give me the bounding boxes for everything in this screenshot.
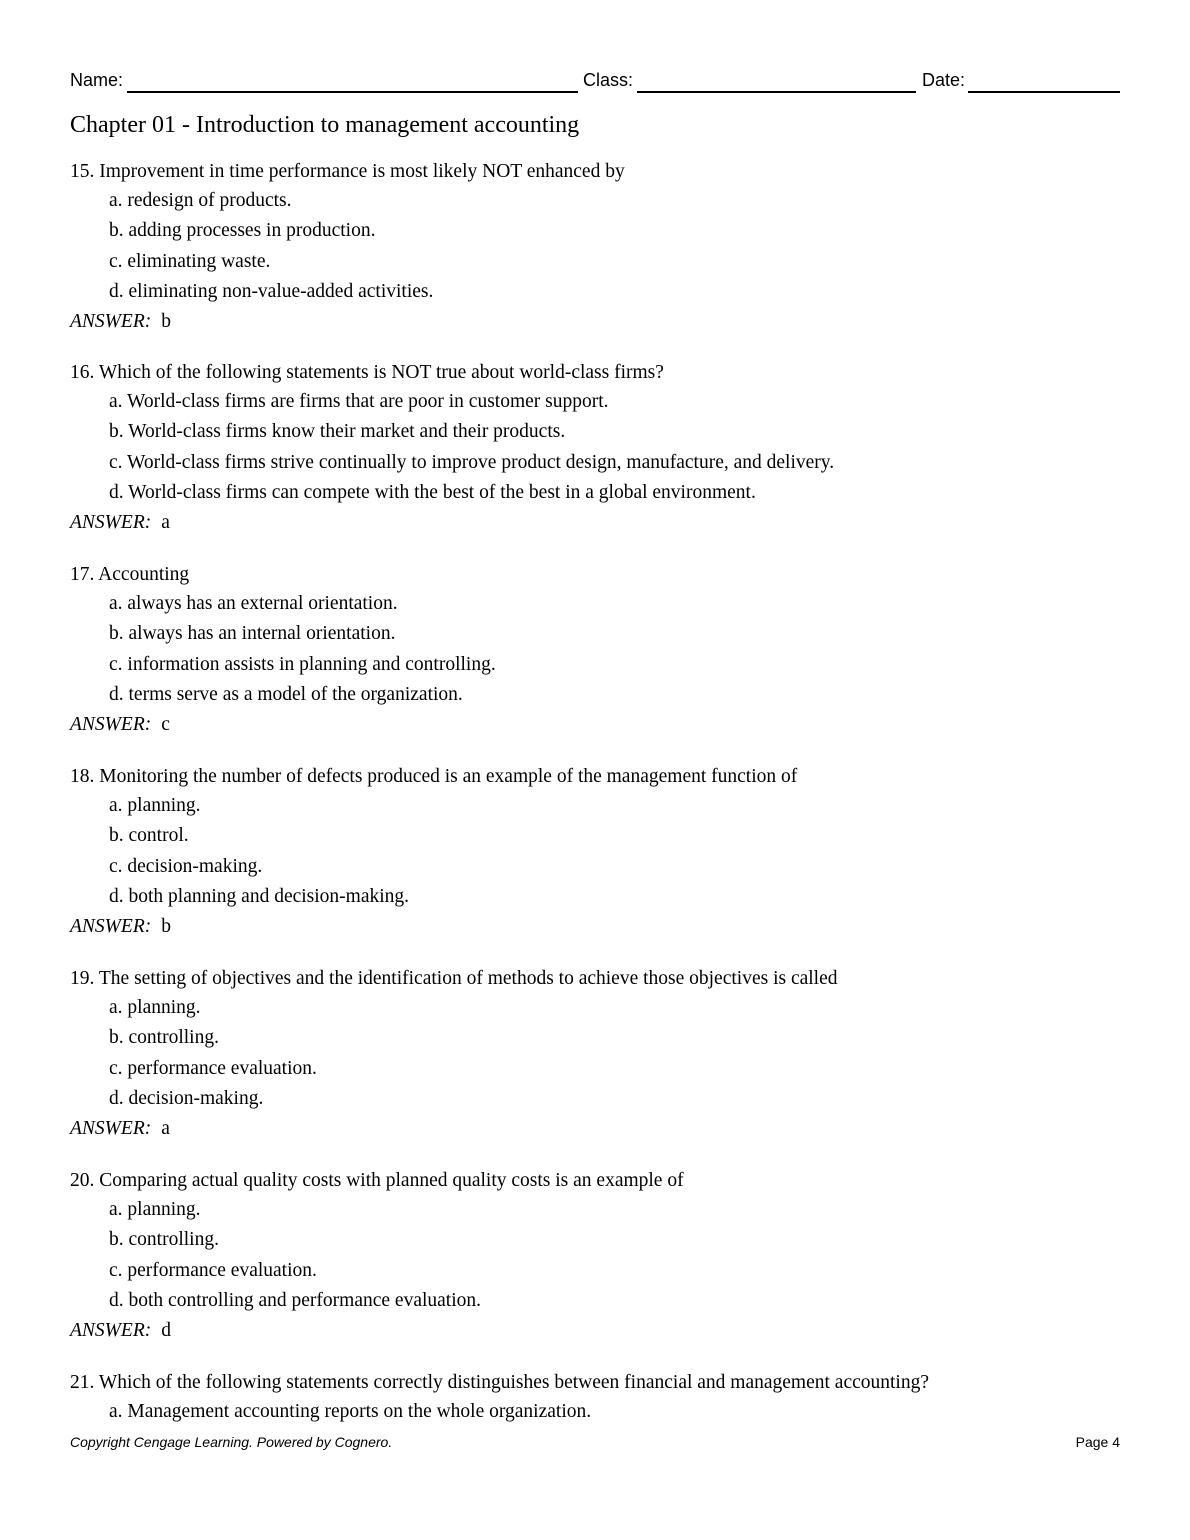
option-b: b. control. (109, 825, 189, 847)
question-16 (70, 359, 1120, 538)
answer-label: ANSWER: (70, 512, 152, 534)
question-15 (70, 158, 1120, 337)
answer-value: c (161, 714, 170, 736)
option-b: b. World-class firms know their market and their products. (109, 421, 566, 443)
option-d: d. eliminating non-value-added activities. (109, 280, 434, 302)
question-stem: 19. The setting of objectives and the identification of methods to achieve those objectives is called (70, 968, 838, 989)
question-stem: 17. Accounting (70, 564, 190, 585)
class-line (637, 91, 916, 93)
question-19 (70, 965, 1120, 1144)
question-20 (70, 1167, 1120, 1346)
option-d: d. terms serve as a model of the organization. (109, 683, 463, 705)
option-c: c. eliminating waste. (109, 250, 271, 272)
answer-line (70, 1114, 1120, 1144)
answer-line (70, 1316, 1120, 1346)
question-stem: 18. Monitoring the number of defects produced is an example of the management function of (70, 766, 798, 787)
answer-label: ANSWER: (70, 916, 152, 938)
option-a: a. planning. (109, 795, 201, 816)
option-c: c. performance evaluation. (109, 1259, 317, 1281)
option-b: b. always has an internal orientation. (109, 623, 396, 645)
option-c: c. information assists in planning and controlling. (109, 653, 496, 675)
answer-value: a (161, 1118, 170, 1140)
question-stem: 20. Comparing actual quality costs with planned quality costs is an example of (70, 1170, 684, 1191)
question-stem: 15. Improvement in time performance is most likely NOT enhanced by (70, 161, 625, 182)
student-info-header (70, 68, 1120, 94)
answer-line (70, 710, 1120, 740)
answer-value: a (161, 512, 170, 534)
option-c: c. decision-making. (109, 855, 263, 877)
class-label: Class: (583, 70, 634, 90)
option-c: c. performance evaluation. (109, 1057, 317, 1079)
option-d: d. both planning and decision-making. (109, 885, 410, 907)
answer-line (70, 912, 1120, 942)
answer-value: b (161, 916, 171, 938)
answer-label: ANSWER: (70, 1320, 152, 1342)
option-a: a. planning. (109, 997, 201, 1018)
option-a: a. planning. (109, 1199, 201, 1220)
question-17 (70, 561, 1120, 740)
answer-value: b (161, 311, 171, 333)
option-c: c. World-class firms strive continually to improve product design, manufacture, and delivery. (109, 451, 835, 473)
option-d: d. World-class firms can compete with the best of the best in a global environment. (109, 481, 756, 503)
question-stem: 16. Which of the following statements is NOT true about world-class firms? (70, 362, 664, 383)
date-label: Date: (922, 70, 966, 90)
copyright-footer: Copyright Cengage Learning. Powered by Cognero. (70, 1434, 393, 1450)
option-b: b. controlling. (109, 1027, 219, 1049)
question-stem: 21. Which of the following statements correctly distinguishes between financial and management accounting? (70, 1372, 929, 1393)
option-b: b. controlling. (109, 1229, 219, 1251)
option-a: a. Management accounting reports on the whole organization. (109, 1401, 592, 1422)
option-a: a. redesign of products. (109, 190, 292, 211)
option-d: d. both controlling and performance evaluation. (109, 1289, 482, 1311)
answer-line (70, 508, 1120, 538)
option-d: d. decision-making. (109, 1087, 264, 1109)
chapter-title: Chapter 01 - Introduction to management accounting (70, 112, 580, 138)
answer-line (70, 307, 1120, 337)
option-a: a. World-class firms are firms that are poor in customer support. (109, 391, 609, 412)
date-line (968, 91, 1120, 93)
name-label: Name: (70, 70, 124, 90)
name-line (127, 91, 578, 93)
page-number: Page 4 (1075, 1434, 1120, 1450)
option-a: a. always has an external orientation. (109, 593, 398, 614)
answer-label: ANSWER: (70, 714, 152, 736)
answer-value: d (161, 1320, 171, 1342)
answer-label: ANSWER: (70, 311, 152, 333)
question-18 (70, 763, 1120, 942)
answer-label: ANSWER: (70, 1118, 152, 1140)
question-21 (70, 1369, 1120, 1427)
option-b: b. adding processes in production. (109, 220, 376, 242)
